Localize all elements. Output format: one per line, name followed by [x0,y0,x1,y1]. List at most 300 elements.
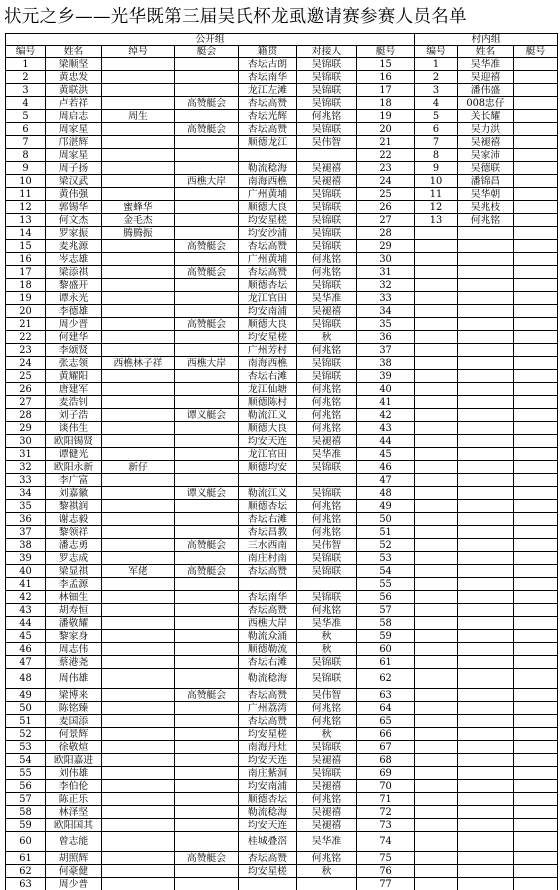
empty-row [415,806,558,819]
table-cell [102,474,175,487]
table-cell: 顺德龙江 [239,136,297,149]
table-cell: 黄联洪 [46,84,102,97]
table-cell: 南海丹灶 [239,741,297,754]
table-cell: 潘伟盛 [458,84,514,97]
table-cell: 何兆铭 [297,793,357,806]
table-cell [458,565,514,578]
table-cell: 均安星槎 [239,728,297,741]
table-cell: 59 [6,819,46,832]
table-row [415,123,558,136]
table-cell [415,715,458,728]
table-row [6,878,415,890]
table-cell: 2 [415,71,458,84]
table-cell [102,513,175,526]
table-cell [102,71,175,84]
table-cell [514,689,558,702]
table-cell [102,878,175,890]
table-cell [514,409,558,422]
table-cell [458,793,514,806]
table-cell: 张志领 [46,357,102,370]
empty-row [415,344,558,357]
table-cell: 31 [357,266,415,279]
table-cell: 吴锦联 [297,767,357,780]
empty-row [415,793,558,806]
table-cell [458,461,514,474]
table-cell: 蜜蜂华 [102,201,175,214]
table-cell: 吴锦联 [297,461,357,474]
village-header-row [415,46,558,58]
table-cell [458,806,514,819]
table-row [6,617,415,630]
empty-row [415,318,558,331]
table-cell [415,630,458,643]
open-column-header-5: 对接人 [297,46,357,58]
table-cell [514,806,558,819]
table-row [6,409,415,422]
table-cell [175,58,239,71]
empty-row [415,279,558,292]
table-cell [514,136,558,149]
table-cell: 22 [357,149,415,162]
table-cell: 吴锦联 [297,97,357,110]
table-cell: 吴锦联 [297,201,357,214]
empty-row [415,591,558,604]
table-cell: 40 [6,565,46,578]
table-cell [297,149,357,162]
table-cell: 潘敬耀 [46,617,102,630]
table-cell [415,331,458,344]
table-cell: 15 [6,240,46,253]
table-cell [514,591,558,604]
table-cell: 20 [357,123,415,136]
table-cell: 杏坛右滩 [239,370,297,383]
empty-row [415,305,558,318]
table-cell [458,689,514,702]
table-cell: 黄伟强 [46,188,102,201]
table-cell [175,474,239,487]
table-cell: 55 [357,578,415,591]
table-row [415,136,558,149]
table-cell: 吴华准 [297,617,357,630]
table-cell [175,162,239,175]
table-cell: 吴华准 [297,832,357,852]
table-cell [102,819,175,832]
empty-row [415,357,558,370]
table-cell: 吴力洪 [458,123,514,136]
table-cell: 67 [357,741,415,754]
table-cell: 勒流众涌 [239,630,297,643]
table-cell: 38 [6,539,46,552]
table-row [6,149,415,162]
table-cell: 顺德大良 [239,318,297,331]
table-cell: 45 [6,630,46,643]
table-cell: 李伯伦 [46,780,102,793]
table-cell [175,754,239,767]
table-cell: 23 [357,162,415,175]
table-cell: 吴褪禧 [297,162,357,175]
table-row [6,383,415,396]
table-cell [102,422,175,435]
table-cell: 吴锦联 [297,669,357,689]
table-cell: 35 [357,318,415,331]
table-cell [514,656,558,669]
table-cell: 南海西樵 [239,357,297,370]
table-cell [175,617,239,630]
table-cell: 金毛杰 [102,214,175,227]
table-cell: 71 [357,793,415,806]
table-cell [514,123,558,136]
table-cell: 26 [6,383,46,396]
table-cell [415,318,458,331]
table-row [6,448,415,461]
table-cell: 吴锦联 [297,227,357,240]
table-cell: 吴锦联 [297,565,357,578]
table-cell [102,279,175,292]
table-cell [415,461,458,474]
table-cell: 秋 [297,643,357,656]
table-cell: 郭锡华 [46,201,102,214]
table-cell: 何兆铭 [297,383,357,396]
table-cell: 24 [6,357,46,370]
table-cell: 均安星槎 [239,214,297,227]
empty-row [415,461,558,474]
table-cell [102,435,175,448]
table-row [6,461,415,474]
table-row [6,396,415,409]
table-cell [458,383,514,396]
table-cell: 广州黄埔 [239,253,297,266]
table-cell: 29 [6,422,46,435]
table-cell [102,331,175,344]
table-cell [514,97,558,110]
table-cell [175,136,239,149]
table-cell: 广州黄埔 [239,188,297,201]
empty-row [415,741,558,754]
table-cell: 杏坛南华 [239,71,297,84]
table-cell: 43 [6,604,46,617]
table-row [6,702,415,715]
table-cell [415,422,458,435]
table-cell [458,728,514,741]
table-cell: 麦兆源 [46,240,102,253]
empty-row [415,878,558,890]
table-cell: 杏坛右滩 [239,656,297,669]
table-cell: 周伟雄 [46,669,102,689]
table-cell: 44 [6,617,46,630]
empty-row [415,819,558,832]
table-cell [514,266,558,279]
table-cell [458,409,514,422]
table-cell [514,331,558,344]
table-cell: 何文杰 [46,214,102,227]
empty-row [415,500,558,513]
table-cell: 胡照辉 [46,852,102,865]
table-cell [175,630,239,643]
table-cell [175,435,239,448]
table-row [6,767,415,780]
table-cell: 均安天连 [239,435,297,448]
table-cell: 周启志 [46,110,102,123]
table-row [6,370,415,383]
table-cell: 欧阳嘉进 [46,754,102,767]
table-cell: 顺德均安 [239,461,297,474]
table-row [6,689,415,702]
table-cell: 6 [6,123,46,136]
table-cell: 杏坛高赞 [239,852,297,865]
table-cell: 34 [6,487,46,500]
table-cell [415,656,458,669]
table-cell: 36 [6,513,46,526]
table-cell [102,617,175,630]
table-cell: 杏坛高赞 [239,604,297,617]
table-cell [514,878,558,890]
table-cell [415,591,458,604]
table-cell: 吴褪禧 [297,305,357,318]
open-column-header-6: 艇号 [357,46,415,58]
table-cell [458,780,514,793]
table-cell [458,832,514,852]
table-row [6,357,415,370]
table-cell [458,292,514,305]
table-cell [458,702,514,715]
table-cell [415,806,458,819]
table-cell [415,741,458,754]
table-cell [415,344,458,357]
table-cell [102,84,175,97]
table-cell: 顺德勒流 [239,643,297,656]
table-cell: 梁添祺 [46,266,102,279]
table-cell: 勒流江义 [239,487,297,500]
empty-row [415,715,558,728]
table-cell: 63 [357,689,415,702]
table-cell [458,578,514,591]
table-cell: 15 [357,58,415,71]
table-cell: 51 [357,526,415,539]
table-row [6,741,415,754]
table-cell: 32 [357,279,415,292]
table-cell: 何兆铭 [297,396,357,409]
table-cell: 41 [357,396,415,409]
table-cell [415,370,458,383]
table-cell: 李孟源 [46,578,102,591]
table-cell [514,780,558,793]
table-cell: 秋 [297,728,357,741]
table-cell: 周生 [102,110,175,123]
table-cell: 顺德大良 [239,201,297,214]
table-cell [102,292,175,305]
table-cell: 高赞艇会 [175,565,239,578]
table-cell: 73 [357,819,415,832]
table-cell [458,526,514,539]
table-cell: 高赞艇会 [175,266,239,279]
table-cell: 西樵大岸 [175,175,239,188]
table-row [6,162,415,175]
table-cell: 55 [6,767,46,780]
table-cell [175,448,239,461]
table-cell: 欧阳国其 [46,819,102,832]
table-cell [102,149,175,162]
table-cell [415,357,458,370]
table-cell: 何兆铭 [297,513,357,526]
table-row [415,97,558,110]
empty-row [415,552,558,565]
open-column-header-3: 艇会 [175,46,239,58]
table-cell: 20 [6,305,46,318]
table-cell [175,214,239,227]
table-row [6,865,415,878]
table-cell: 吴褪禧 [297,175,357,188]
table-cell [514,728,558,741]
table-cell [102,383,175,396]
open-group-table [5,33,415,890]
table-cell [458,474,514,487]
table-cell: 秋 [297,331,357,344]
table-cell [514,487,558,500]
table-cell [415,383,458,396]
table-cell [514,305,558,318]
table-cell [458,227,514,240]
table-cell: 66 [357,728,415,741]
table-cell [175,331,239,344]
table-row [6,832,415,852]
table-cell [175,578,239,591]
table-cell [102,865,175,878]
table-cell: 杏坛南华 [239,591,297,604]
table-row [6,669,415,689]
table-cell: 72 [357,806,415,819]
table-cell: 梁显祺 [46,565,102,578]
table-cell [415,240,458,253]
empty-row [415,767,558,780]
table-cell: 杏坛昌教 [239,526,297,539]
table-cell [458,878,514,890]
table-cell [102,487,175,500]
table-row [6,240,415,253]
table-row [6,214,415,227]
table-cell [514,832,558,852]
table-cell [102,643,175,656]
table-cell: 6 [415,123,458,136]
table-cell: 21 [6,318,46,331]
table-cell [415,513,458,526]
table-cell: 何兆铭 [297,702,357,715]
table-cell: 广州荔湾 [239,702,297,715]
table-cell: 50 [6,702,46,715]
empty-row [415,865,558,878]
table-cell: 顺德杏坛 [239,279,297,292]
table-cell [514,435,558,448]
table-cell [175,643,239,656]
table-cell [458,656,514,669]
table-cell: 西樵林子祥 [102,357,175,370]
table-cell [102,702,175,715]
table-cell: 吴锦联 [297,58,357,71]
table-cell: 龙江官田 [239,292,297,305]
table-cell: 30 [6,435,46,448]
empty-row [415,643,558,656]
table-cell [102,604,175,617]
table-cell [458,266,514,279]
empty-row [415,383,558,396]
table-row [6,435,415,448]
table-cell: 广州芳村 [239,344,297,357]
table-cell: 何豪健 [46,865,102,878]
table-cell [458,370,514,383]
table-cell: 龙江左滩 [239,84,297,97]
table-cell: 潘锦昌 [458,175,514,188]
table-cell: 顺德杏坛 [239,793,297,806]
table-cell: 黄耀阳 [46,370,102,383]
table-cell: 谭永光 [46,292,102,305]
table-cell: 刘伟雄 [46,767,102,780]
table-cell: 秋 [297,865,357,878]
table-cell [175,865,239,878]
table-cell: 12 [415,201,458,214]
table-cell [458,604,514,617]
table-cell: 吴迎禧 [458,71,514,84]
table-cell [175,604,239,617]
table-cell [514,793,558,806]
empty-row [415,526,558,539]
table-cell [175,728,239,741]
table-cell: 勒流稔海 [239,806,297,819]
table-row [6,279,415,292]
table-cell: 40 [357,383,415,396]
table-cell [297,878,357,890]
table-cell: 何兆铭 [297,852,357,865]
table-cell: 吴华准 [297,448,357,461]
table-cell: 14 [6,227,46,240]
table-cell: 36 [357,331,415,344]
table-cell: 李颂贤 [46,344,102,357]
table-cell [102,591,175,604]
table-cell [102,409,175,422]
table-cell: 吴锦联 [297,357,357,370]
table-cell [415,305,458,318]
table-cell: 秋 [297,630,357,643]
table-cell: 何建华 [46,331,102,344]
table-cell [102,689,175,702]
open-group-row [6,34,415,46]
table-cell: 何兆铭 [297,409,357,422]
table-cell [102,58,175,71]
table-cell [458,767,514,780]
table-cell: 8 [415,149,458,162]
table-row [6,643,415,656]
table-cell: 西樵大岸 [175,357,239,370]
table-cell [102,728,175,741]
table-cell: 吴褪禧 [297,754,357,767]
page-title: 状元之乡——光华既第三届吴氏杯龙虱邀请赛参赛人员名单 [4,2,556,32]
table-cell [415,448,458,461]
table-cell [415,253,458,266]
table-cell [514,539,558,552]
table-cell [239,878,297,890]
table-cell: 5 [415,110,458,123]
table-cell [175,656,239,669]
table-cell [102,97,175,110]
table-cell [102,741,175,754]
table-row [6,97,415,110]
table-row [6,71,415,84]
empty-row [415,689,558,702]
empty-row [415,435,558,448]
table-cell: 41 [6,578,46,591]
table-cell: 37 [357,344,415,357]
table-cell [175,878,239,890]
table-cell: 43 [357,422,415,435]
table-cell: 42 [6,591,46,604]
